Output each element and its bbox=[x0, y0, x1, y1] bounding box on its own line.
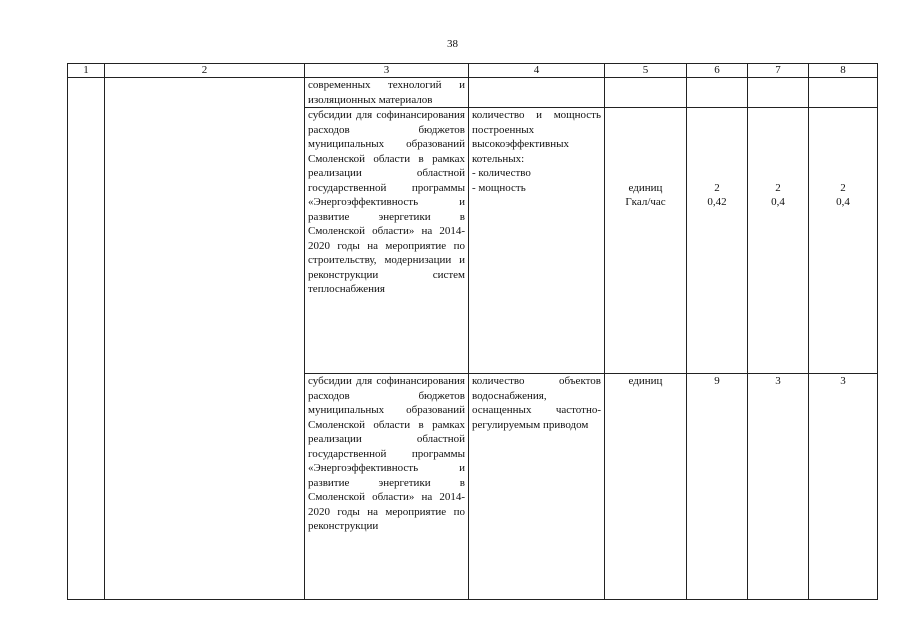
water-col8-cell: 3 bbox=[809, 374, 878, 600]
boilers-unit-count: единиц bbox=[628, 181, 663, 194]
boilers-indicator-capacity-label: - мощность bbox=[472, 181, 526, 194]
continuation-indicator-cell bbox=[469, 78, 605, 108]
boilers-indicator-count-label: - количество bbox=[472, 167, 531, 179]
page-number: 38 bbox=[447, 38, 458, 50]
column-header-4: 4 bbox=[469, 64, 605, 78]
column-header-7: 7 bbox=[748, 64, 809, 78]
boilers-col8-count: 2 bbox=[840, 181, 846, 194]
boilers-indicator-cell bbox=[469, 108, 605, 374]
column-header-1: 1 bbox=[68, 64, 105, 78]
table-row-continuation bbox=[68, 78, 878, 108]
boilers-description-cell: субсидии для софинансирования расходов бюджетов муниципальных образований Смоленской области в рамках реализации областной государственной программы «Энергоэффективность и развитие энергетики в Смоленской области» на 2014-2020 годы на мероприятие по строительству, модернизации и реконструкции систем теплоснабжения bbox=[305, 108, 469, 374]
column-number-row bbox=[68, 64, 878, 78]
continuation-unit-cell bbox=[605, 78, 687, 108]
boilers-col6-count: 2 bbox=[714, 181, 720, 194]
column-header-5: 5 bbox=[605, 64, 687, 78]
water-indicator-cell: количество объектов водоснабжения, оснащенных частотно-регулируемым приводом bbox=[469, 374, 605, 600]
column-header-2: 2 bbox=[105, 64, 305, 78]
boilers-col8-cell bbox=[809, 108, 878, 374]
boilers-col8-capacity: 0,4 bbox=[836, 196, 850, 208]
boilers-col7-count: 2 bbox=[775, 181, 781, 194]
column-header-3: 3 bbox=[305, 64, 469, 78]
water-col6-cell: 9 bbox=[687, 374, 748, 600]
boilers-col7-cell bbox=[748, 108, 809, 374]
cell-col1 bbox=[68, 78, 105, 600]
boilers-col6-cell bbox=[687, 108, 748, 374]
column-header-6: 6 bbox=[687, 64, 748, 78]
cell-col2 bbox=[105, 78, 305, 600]
column-header-8: 8 bbox=[809, 64, 878, 78]
boilers-unit-cell bbox=[605, 108, 687, 374]
boilers-unit-capacity: Гкал/час bbox=[625, 196, 666, 208]
boilers-indicator-title: количество и мощность построенных высокоэффективных котельных: bbox=[472, 109, 601, 165]
water-description-cell: субсидии для софинансирования расходов бюджетов муниципальных образований Смоленской области в рамках реализации областной государственной программы «Энергоэффективность и развитие энергетики в Смоленской области» на 2014-2020 годы на мероприятие по реконструкции bbox=[305, 374, 469, 600]
water-col7-cell: 3 bbox=[748, 374, 809, 600]
water-unit-cell: единиц bbox=[605, 374, 687, 600]
continuation-col7-cell bbox=[748, 78, 809, 108]
indicators-table bbox=[67, 63, 878, 600]
boilers-col7-capacity: 0,4 bbox=[771, 196, 785, 208]
continuation-col8-cell bbox=[809, 78, 878, 108]
continuation-col6-cell bbox=[687, 78, 748, 108]
boilers-col6-capacity: 0,42 bbox=[707, 196, 727, 208]
continuation-description-cell: современных технологий и изоляционных материалов bbox=[305, 78, 469, 108]
